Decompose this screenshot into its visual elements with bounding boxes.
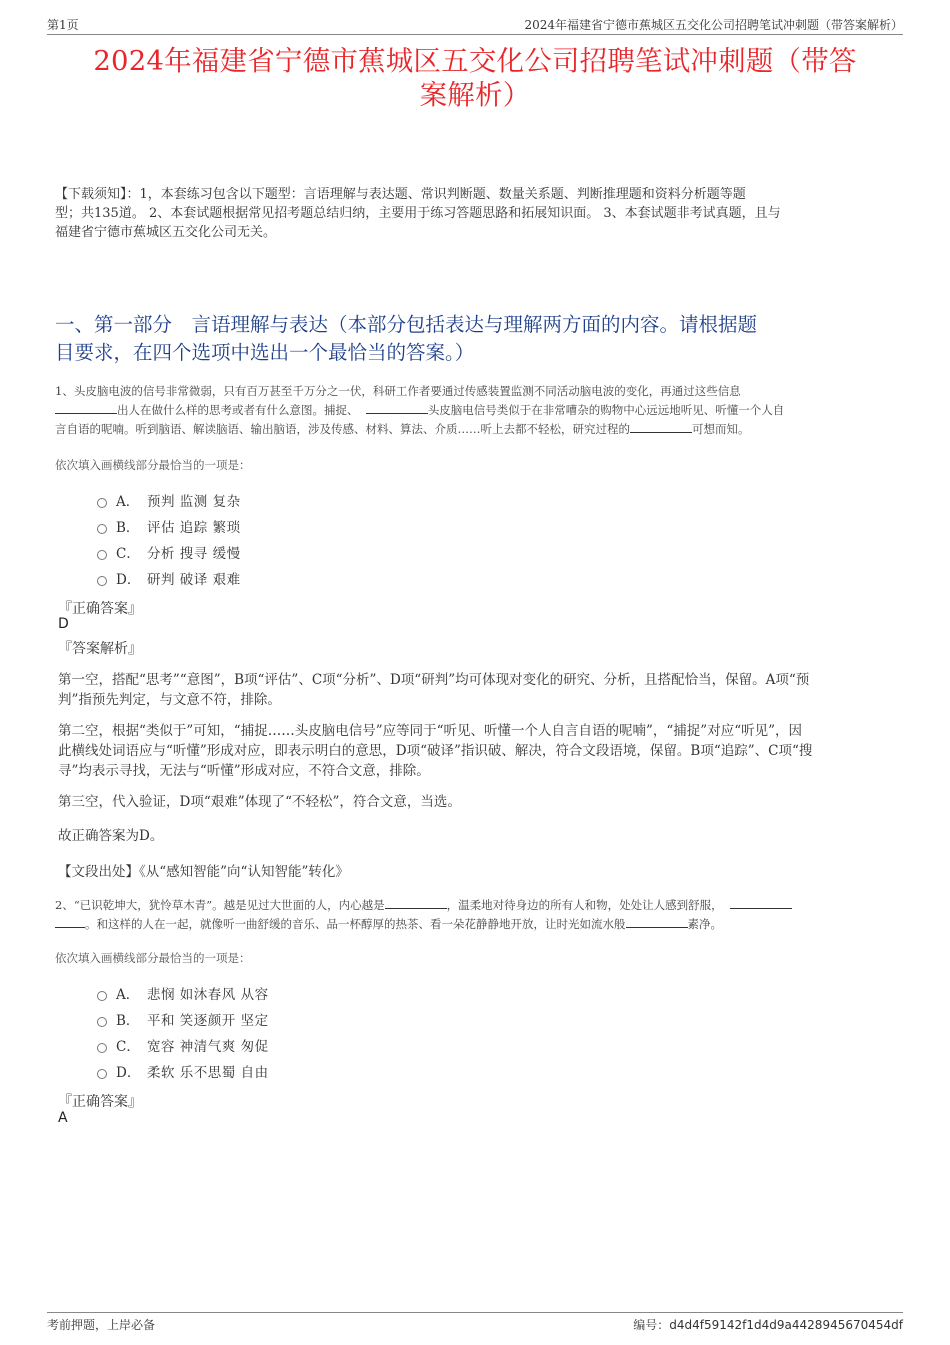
fill-blank bbox=[630, 421, 692, 433]
fill-blank bbox=[55, 402, 117, 414]
option-a[interactable]: A． 预判 监测 复杂 bbox=[97, 487, 241, 513]
radio-icon[interactable] bbox=[97, 1043, 107, 1053]
correct-answer-label: 『正确答案』 bbox=[58, 1094, 142, 1110]
download-notice: 【下载须知】：1，本套练习包含以下题型：言语理解与表达题、常识判断题、数量关系题、判断推理题和资料分析题等题 型；共135道。 2、本套试题根据常见招考题总结归纳，主要用于练习答题思路和拓展知识面。 3、本套试题非考试真题，且与 福建省宁德市蕉城区五交化公司无关。 bbox=[55, 187, 781, 240]
option-d[interactable]: D． 研判 破译 艰难 bbox=[97, 565, 241, 591]
analysis-label: 『答案解析』 bbox=[58, 641, 142, 657]
radio-icon[interactable] bbox=[97, 1017, 107, 1027]
title-line-1: 2024年福建省宁德市蕉城区五交化公司招聘笔试冲刺题（带答 bbox=[93, 45, 857, 77]
footer-code: 编号：d4d4f59142f1d4d9a4428945670454df bbox=[633, 1318, 903, 1332]
correct-answer: A bbox=[58, 1110, 68, 1126]
page-number: 第1页 bbox=[47, 18, 79, 32]
fill-blank bbox=[626, 916, 688, 928]
page-footer bbox=[47, 1312, 903, 1337]
section-heading: 一、第一部分 言语理解与表达（本部分包括表达与理解两方面的内容。请根据题 目要求，在四个选项中选出一个最恰当的答案。） bbox=[55, 313, 758, 364]
question-2-text: 2、“已识乾坤大，犹怜草木青”。越是见过大世面的人，内心越是 ，温柔地对待身边的所有人和物，处处让人感到舒服， 。和这样的人在一起，就像听一曲舒缓的音乐、品一杯醇厚的热茶、看一朵花静静地开放，让时光如流水般 素净。 bbox=[55, 896, 900, 934]
question-2-options bbox=[97, 980, 269, 1084]
fill-blank bbox=[730, 897, 792, 909]
radio-icon[interactable] bbox=[97, 550, 107, 560]
option-c[interactable]: C． 宽容 神清气爽 匆促 bbox=[97, 1032, 269, 1058]
option-c[interactable]: C． 分析 搜寻 缓慢 bbox=[97, 539, 241, 565]
analysis-paragraph-3: 第三空，代入验证，D项“艰难”体现了“不轻松”，符合文意，当选。 bbox=[58, 794, 461, 810]
page-title bbox=[40, 44, 910, 112]
fill-blank bbox=[366, 402, 428, 414]
analysis-paragraph-1: 第一空，搭配“思考”“意图”，B项“评估”、C项“分析”、D项“研判”均可体现对变化的研究、分析，且搭配恰当，保留。A项“预 判”指预先判定，与文意不符，排除。 bbox=[58, 672, 810, 708]
question-1-hint: 依次填入画横线部分最恰当的一项是： bbox=[55, 458, 251, 472]
footer-slogan: 考前押题，上岸必备 bbox=[47, 1318, 156, 1332]
option-b[interactable]: B． 评估 追踪 繁琐 bbox=[97, 513, 241, 539]
question-1-options bbox=[97, 487, 241, 591]
radio-icon[interactable] bbox=[97, 524, 107, 534]
passage-source: 【文段出处】《从“感知智能”向“认知智能”转化》 bbox=[58, 864, 349, 880]
radio-icon[interactable] bbox=[97, 991, 107, 1001]
analysis-conclusion: 故正确答案为D。 bbox=[58, 828, 164, 844]
radio-icon[interactable] bbox=[97, 1069, 107, 1079]
fill-blank bbox=[385, 897, 447, 909]
correct-answer-label: 『正确答案』 bbox=[58, 601, 142, 617]
option-a[interactable]: A． 悲悯 如沐春风 从容 bbox=[97, 980, 269, 1006]
analysis-paragraph-2: 第二空，根据“类似于”可知，“捕捉……头皮脑电信号”应等同于“听见、听懂一个人自言自语的呢喃”，“捕捉”对应“听见”，因 此横线处词语应与“听懂”形成对应，即表示明白的意思，D项“破译”指识破、解决，符合文段语境，保留。B项“追踪”、C项“搜 寻”均表示寻找，无法与“听懂”形成对应，不符合文意，排除。 bbox=[58, 723, 813, 779]
question-2-hint: 依次填入画横线部分最恰当的一项是： bbox=[55, 951, 251, 965]
title-line-2: 案解析） bbox=[419, 79, 531, 111]
correct-answer: D bbox=[58, 616, 69, 632]
header-doc-title: 2024年福建省宁德市蕉城区五交化公司招聘笔试冲刺题（带答案解析） bbox=[524, 18, 903, 32]
page-header bbox=[47, 14, 903, 35]
option-d[interactable]: D． 柔软 乐不思蜀 自由 bbox=[97, 1058, 269, 1084]
question-1-text: 1、头皮脑电波的信号非常微弱，只有百万甚至千万分之一伏，科研工作者要通过传感装置监测不同活动脑电波的变化，再通过这些信息 出人在做什么样的思考或者有什么意图。捕捉、 头皮脑电信号类似于在非常嘈杂的购物中心远远地听见、听懂一个人自 言自语的呢喃。听到脑语、解读脑语、输出脑语，涉及传感、材料、算法、介质……听上去都不轻松，研究过程的 可想而知。 bbox=[55, 384, 785, 436]
radio-icon[interactable] bbox=[97, 576, 107, 586]
radio-icon[interactable] bbox=[97, 498, 107, 508]
fill-blank bbox=[55, 916, 85, 928]
option-b[interactable]: B． 平和 笑逐颜开 坚定 bbox=[97, 1006, 269, 1032]
